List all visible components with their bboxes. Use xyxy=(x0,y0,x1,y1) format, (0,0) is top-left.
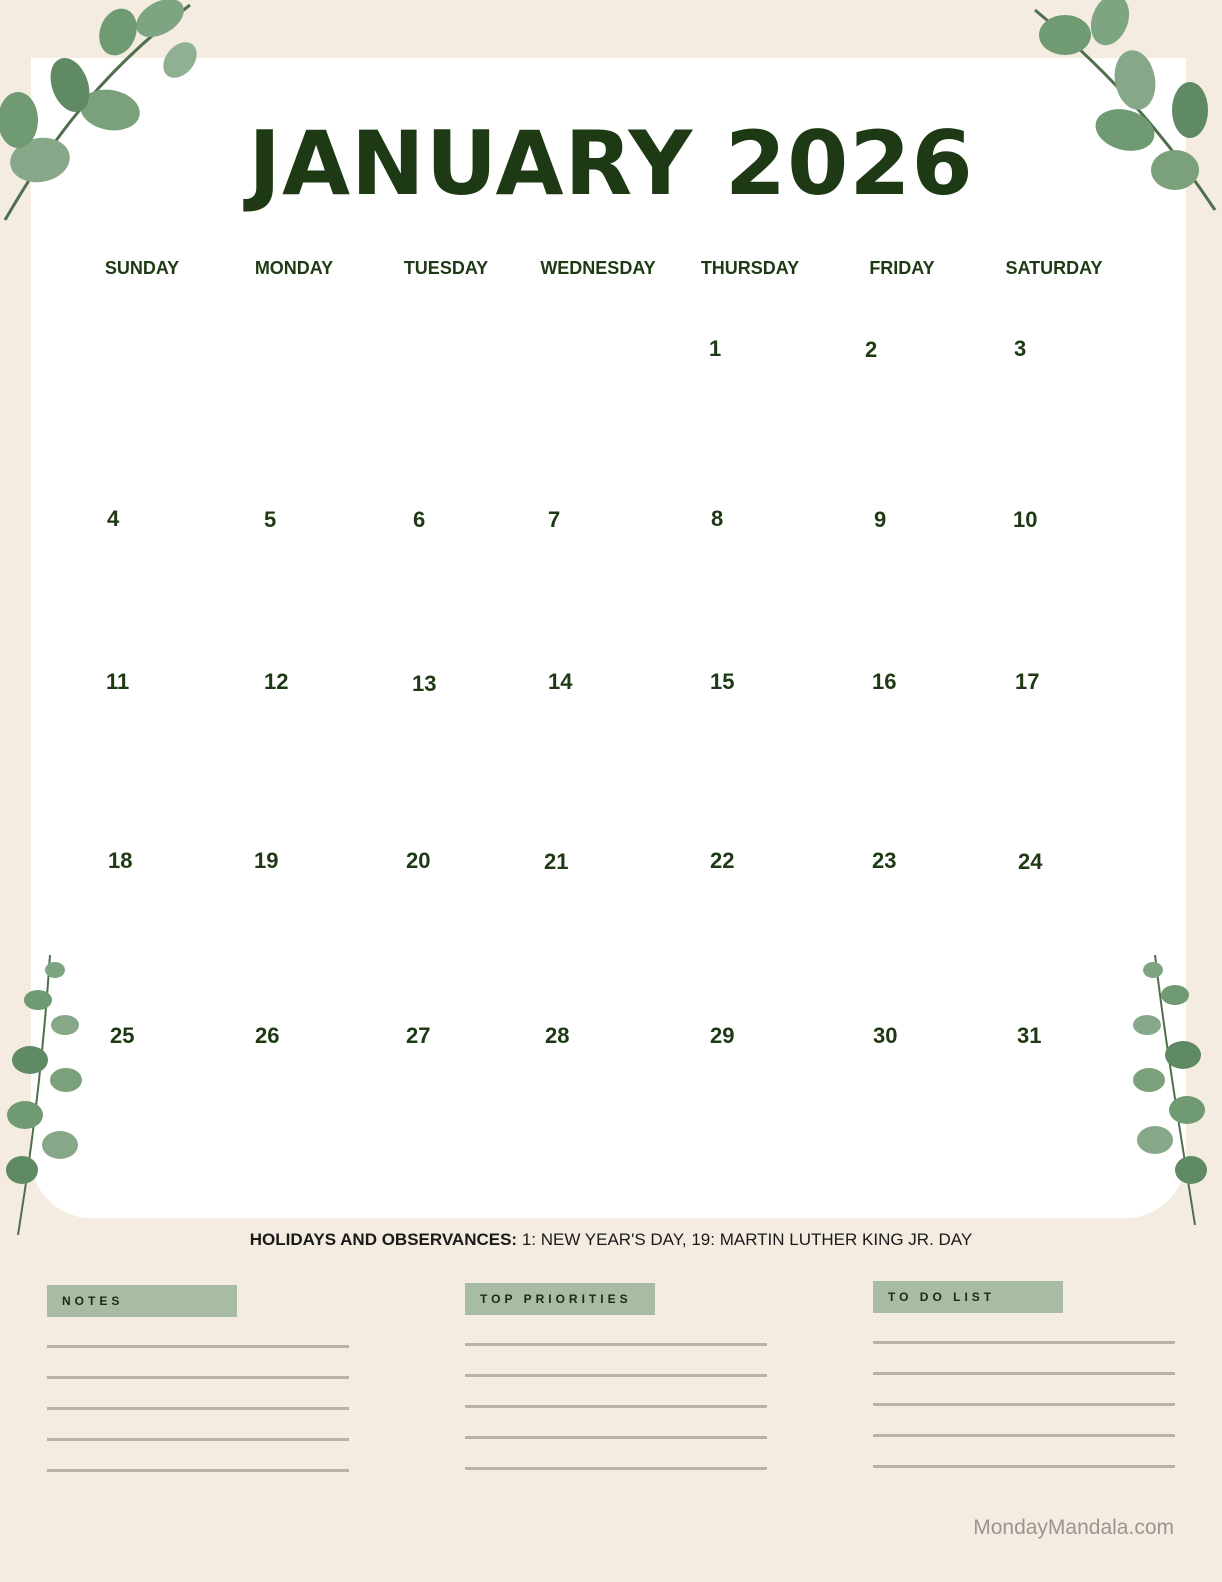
calendar-title: JANUARY 2026 xyxy=(248,112,974,215)
notes-label: NOTES xyxy=(47,1285,237,1317)
day-cell: 19 xyxy=(254,848,279,873)
day-cell: 24 xyxy=(1018,849,1043,874)
weekday-saturday: SATURDAY xyxy=(1005,258,1103,278)
day-cell: 4 xyxy=(107,506,120,531)
day-cell: 25 xyxy=(110,1023,135,1048)
writing-line xyxy=(47,1407,349,1410)
writing-line xyxy=(873,1465,1175,1468)
weekday-tuesday: TUESDAY xyxy=(403,258,489,278)
day-cell: 3 xyxy=(1014,336,1027,361)
day-cell: 16 xyxy=(872,669,897,694)
day-cell: 15 xyxy=(710,669,735,694)
todo-list-section xyxy=(873,1281,1175,1468)
day-cell: 18 xyxy=(108,848,133,873)
day-cell: 2 xyxy=(865,337,878,362)
writing-line xyxy=(465,1467,767,1470)
day-cell: 10 xyxy=(1013,507,1038,532)
day-cell: 27 xyxy=(406,1023,431,1048)
eucalyptus-branch-bottom-right-icon xyxy=(1125,950,1215,1230)
todo-list-label: TO DO LIST xyxy=(873,1281,1063,1313)
day-cell: 17 xyxy=(1015,669,1040,694)
weekday-sunday: SUNDAY xyxy=(104,258,180,278)
writing-line xyxy=(47,1345,349,1348)
day-cell: 29 xyxy=(710,1023,735,1048)
writing-line xyxy=(873,1341,1175,1344)
weekday-thursday: THURSDAY xyxy=(700,258,800,278)
day-cell: 23 xyxy=(872,848,897,873)
day-cell: 22 xyxy=(710,848,735,873)
writing-line xyxy=(47,1376,349,1379)
day-cell: 21 xyxy=(544,849,569,874)
top-priorities-section xyxy=(465,1283,767,1470)
site-credit: MondayMandala.com xyxy=(973,1516,1174,1539)
writing-line xyxy=(465,1405,767,1408)
day-cell: 9 xyxy=(874,507,887,532)
day-cell: 8 xyxy=(711,506,724,531)
notes-section xyxy=(47,1285,349,1472)
writing-line xyxy=(47,1469,349,1472)
day-cell: 28 xyxy=(545,1023,570,1048)
writing-line xyxy=(47,1438,349,1441)
writing-line xyxy=(873,1403,1175,1406)
top-priorities-label: TOP PRIORITIES xyxy=(465,1283,655,1315)
eucalyptus-branch-bottom-left-icon xyxy=(0,950,90,1240)
weekday-monday: MONDAY xyxy=(254,258,334,278)
writing-line xyxy=(873,1372,1175,1375)
holidays-label: HOLIDAYS AND OBSERVANCES: xyxy=(249,1230,518,1249)
writing-line xyxy=(465,1343,767,1346)
day-cell: 26 xyxy=(255,1023,280,1048)
writing-line xyxy=(465,1436,767,1439)
day-cell: 14 xyxy=(548,669,573,694)
day-cell: 7 xyxy=(548,507,561,532)
day-cell: 12 xyxy=(264,669,289,694)
day-cell: 31 xyxy=(1017,1023,1042,1048)
day-cell: 13 xyxy=(412,671,437,696)
day-cell: 11 xyxy=(106,669,130,694)
weekday-friday: FRIDAY xyxy=(869,258,935,278)
weekday-wednesday: WEDNESDAY xyxy=(540,258,656,278)
holidays-line xyxy=(0,1230,1222,1250)
day-cell: 5 xyxy=(264,507,277,532)
day-cell: 20 xyxy=(406,848,431,873)
calendar-card xyxy=(31,58,1186,1218)
holidays-text: 1: NEW YEAR'S DAY, 19: MARTIN LUTHER KING JR. DAY xyxy=(517,1230,973,1249)
day-cell: 1 xyxy=(709,336,722,361)
writing-line xyxy=(465,1374,767,1377)
writing-line xyxy=(873,1434,1175,1437)
weekday-header-row xyxy=(64,258,1156,284)
day-cell: 6 xyxy=(413,507,426,532)
day-cell: 30 xyxy=(873,1023,898,1048)
